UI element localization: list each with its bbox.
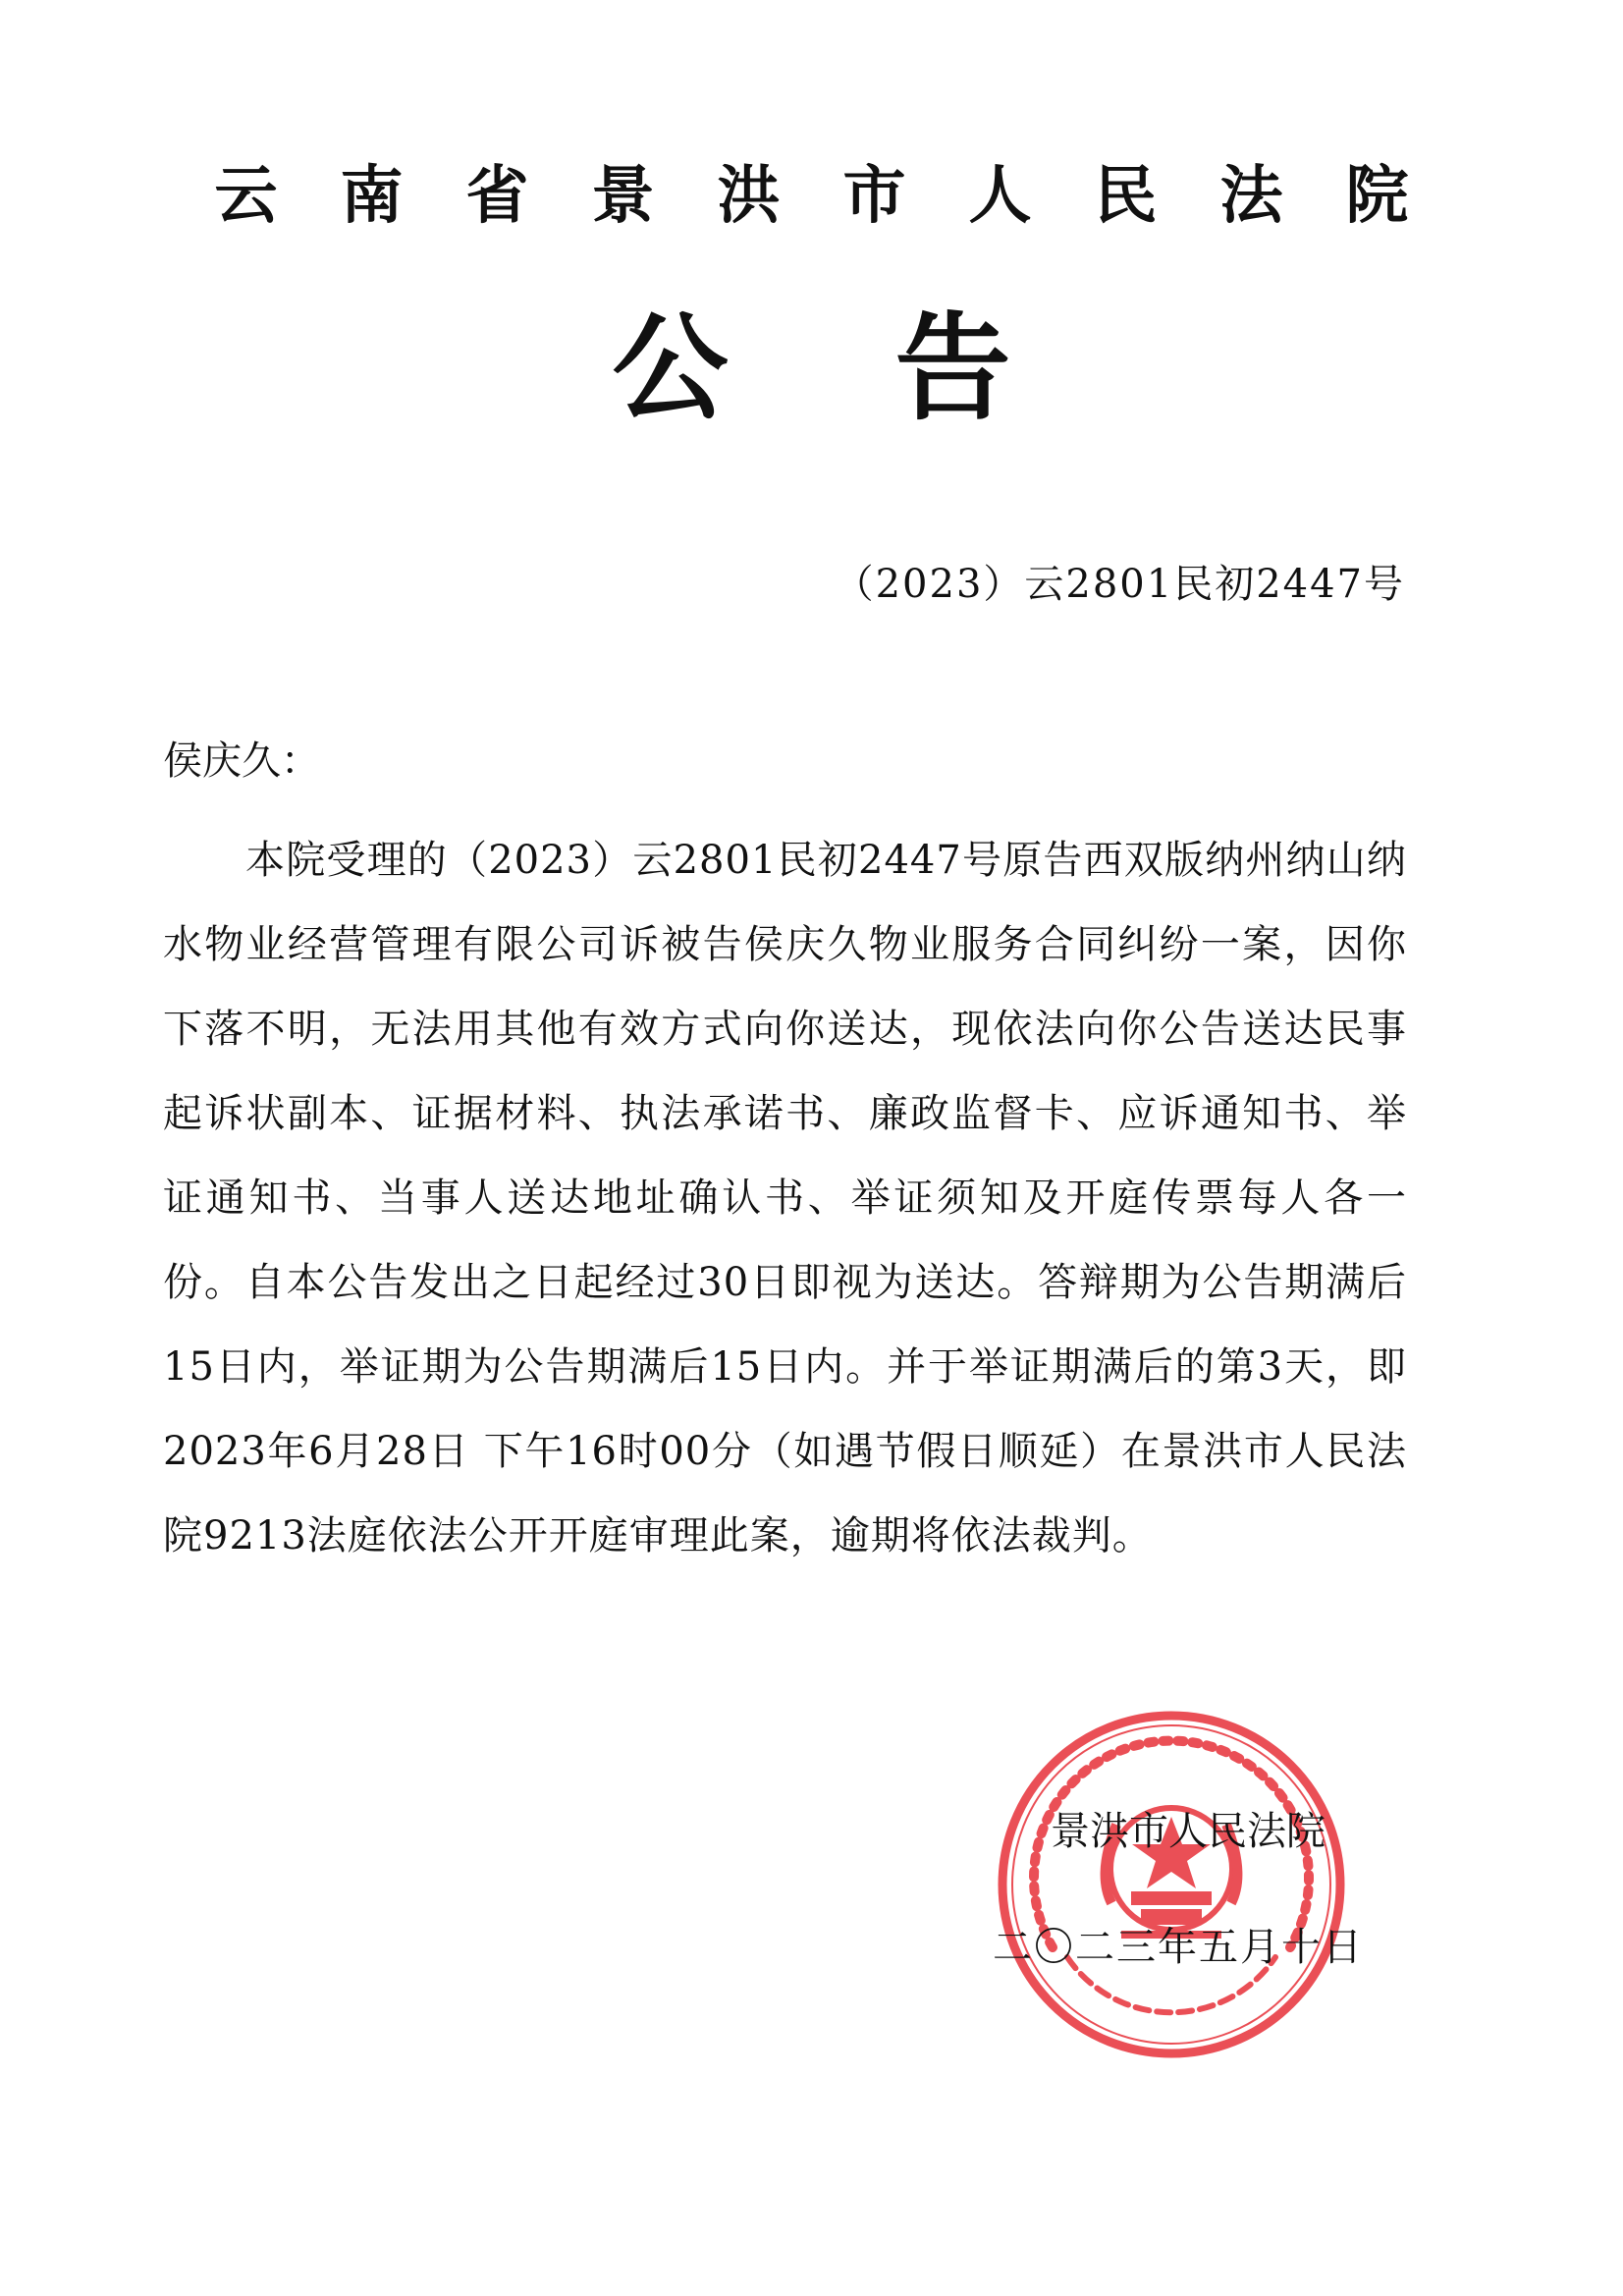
notice-body: 本院受理的（2023）云2801民初2447号原告西双版纳州纳山纳水物业经营管理有限公司诉被告侯庆久物业服务合同纠纷一案，因你下落不明，无法用其他有效方式向你送达，现依法向你公告送达民事起诉状副本、证据材料、执法承诺书、廉政监督卡、应诉通知书、举证通知书、当事人送达地址确认书、举证须知及开庭传票每人各一份。自本公告发出之日起经过30日即视为送达。答辩期为公告期满后15日内，举证期为公告期满后15日内。并于举证期满后的第3天，即2023年6月28日 下午16时00分（如遇节假日顺延）在景洪市人民法院9213法庭依法公开开庭审理此案，逾期将依法裁判。: [163, 838, 1407, 1558]
addressee: 侯庆久：: [163, 738, 320, 784]
case-number: （2023）云2801民初2447号: [834, 562, 1405, 607]
signature-date: 二〇二三年五月十日: [993, 1925, 1364, 1970]
court-name-heading: 云南省景洪市人民法院: [214, 160, 1472, 233]
notice-title: 公告: [612, 301, 1178, 436]
signature-block: [992, 1802, 1365, 1977]
signature-court: 景洪市人民法院: [1051, 1809, 1325, 1854]
